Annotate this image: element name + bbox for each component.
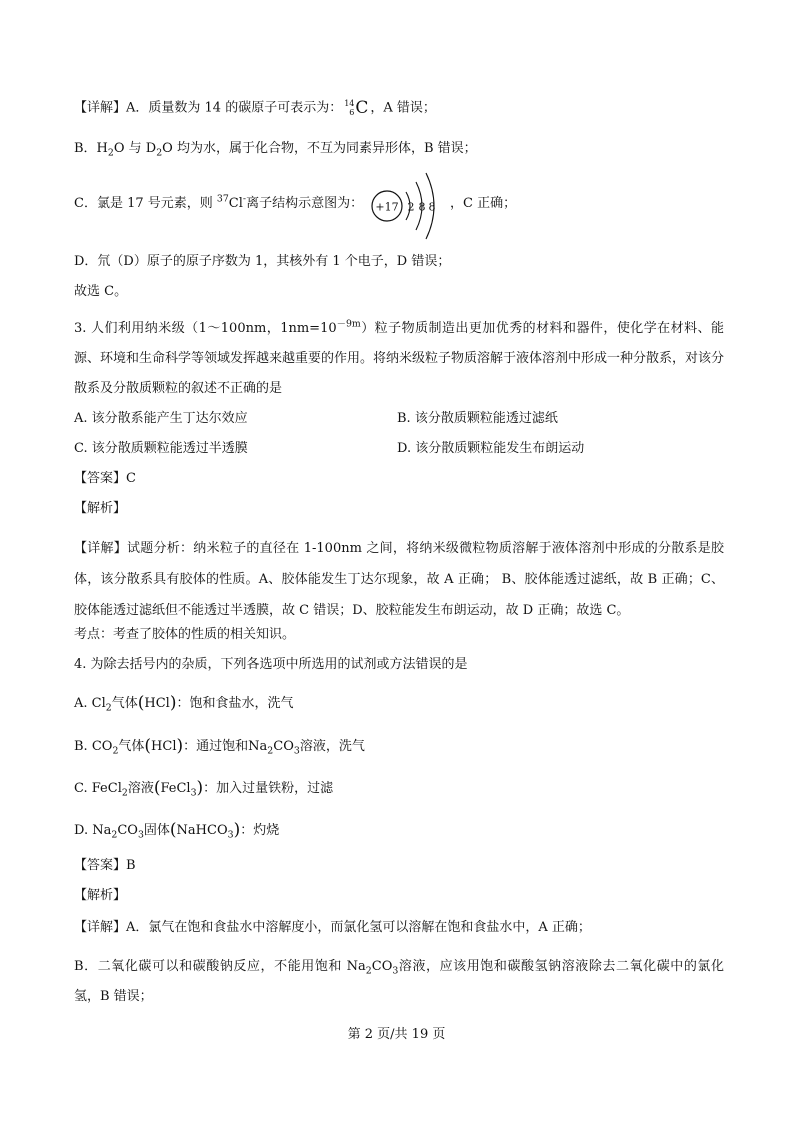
text: B.	[74, 739, 92, 754]
q3-answer: 【答案】C	[74, 471, 136, 486]
superscript: 37	[216, 193, 229, 205]
text: C．氯是 17 号元素，则	[74, 196, 217, 211]
subscript: 2	[107, 147, 114, 159]
paren: )	[169, 693, 177, 713]
paren: (	[153, 778, 161, 798]
text: B．H	[74, 141, 108, 156]
question-3-stem	[74, 314, 724, 404]
text: D.	[74, 823, 93, 838]
q4-option-c	[74, 778, 333, 798]
text: Na	[248, 739, 268, 754]
text: ：饱和食盐水，洗气	[176, 696, 294, 711]
text: ，C 正确；	[450, 196, 517, 211]
carbon-isotope	[344, 98, 368, 118]
text: HCl	[144, 696, 170, 711]
text: Cl	[228, 196, 243, 211]
paren: (	[169, 820, 177, 840]
superscript: －9m	[336, 318, 361, 330]
isotope-symbol: C	[355, 98, 369, 118]
q4-detail-b	[74, 952, 724, 1012]
q3-note: 考点：考查了胶体的性质的相关知识。	[74, 627, 296, 642]
text: A.	[74, 696, 92, 711]
paren: )	[233, 820, 241, 840]
q3-option-d: D. 该分散质颗粒能发生布朗运动	[397, 441, 585, 456]
paren: (	[137, 693, 145, 713]
isotope-number: 6	[349, 108, 355, 118]
text: O 均为水，属于化合物，不互为同素异形体，B 错误；	[162, 141, 477, 156]
question-4-stem: 4. 为除去括号内的杂质，下列各选项中所选用的试剂或方法错误的是	[74, 657, 468, 672]
text: ：加入过量铁粉，过滤	[203, 781, 334, 796]
q3-detail: 【详解】试题分析：纳米粒子的直径在 1-100nm 之间，将纳米级微粒物质溶解于液体溶剂中形成的分散系是胶体，该分散系具有胶体的性质。A、胶体能发生丁达尔现象，故 A 正确； B、胶体能透过滤纸，故 B 正确；C、胶体能透过滤纸但不能透过半透膜，故 C 错误；D、胶粒能发生布朗运动，故 D 正确；故选 C。	[74, 541, 724, 618]
text: FeCl	[91, 781, 122, 796]
subscript: 2	[365, 965, 372, 977]
text: B．二氧化碳可以和碳酸钠反应，不能用饱和 Na	[74, 959, 366, 974]
conclusion-line: 故选 C。	[74, 284, 128, 299]
text: 气体	[118, 739, 145, 754]
text: ）粒子物质制造出更加优秀的材料和器件，使化学在材料、能源、环境和生命科学等领域发挥越来越重要的作用。将纳米级粒子物质溶解于液体溶剂中形成一种分散系，对该分散系及分散质颗粒的叙述不正确的是	[74, 321, 725, 396]
text: CO	[91, 739, 113, 754]
q4-option-d	[74, 820, 279, 840]
q4-option-a	[74, 693, 293, 713]
text: 溶液	[127, 781, 154, 796]
subscript: 3	[227, 829, 234, 841]
page-footer: 第 2 页/共 19 页	[347, 1027, 446, 1042]
paren: )	[176, 736, 184, 756]
subscript: 2	[267, 745, 274, 757]
text: FeCl	[160, 781, 191, 796]
q4-analysis-label: 【解析】	[74, 888, 127, 903]
detail-c-line	[74, 193, 364, 212]
text: O 与 D	[113, 141, 157, 156]
subscript: 3	[293, 745, 300, 757]
paren: )	[196, 778, 204, 798]
shell-2-electrons: 8	[418, 200, 426, 214]
detail-a-text: 【详解】A．质量数为 14 的碳原子可表示为：	[74, 100, 343, 116]
detail-b-line	[74, 141, 477, 157]
detail-c-suffix	[450, 196, 516, 212]
text: Na	[92, 823, 112, 838]
subscript: 2	[111, 829, 118, 841]
text: NaHCO	[176, 823, 228, 838]
text: 离子结构示意图为：	[246, 196, 364, 211]
text: 溶液，应该用饱和碳酸氢钠溶液除去二氧化碳中的氯化氢，B 错误；	[74, 959, 724, 1004]
text: C.	[74, 781, 92, 796]
text: CO	[117, 823, 138, 838]
subscript: 2	[112, 745, 119, 757]
detail-a-suffix: ，A 错误；	[370, 100, 436, 116]
subscript: 2	[105, 702, 112, 714]
isotope-mass: 14	[344, 99, 355, 109]
q4-detail-a: 【详解】A．氯气在饱和食盐水中溶解度小，而氯化氢可以溶解在饱和食盐水中，A 正确；	[74, 920, 591, 935]
subscript: 3	[137, 829, 144, 841]
text: 溶液，洗气	[299, 739, 365, 754]
chloride-ion-structure-diagram	[366, 170, 450, 242]
superscript: -	[242, 193, 247, 205]
nucleus-charge: +17	[375, 200, 399, 214]
subscript: 2	[156, 147, 163, 159]
text: HCl	[151, 739, 177, 754]
paren: (	[144, 736, 152, 756]
text: CO	[371, 959, 393, 974]
text: CO	[273, 739, 294, 754]
shell-3-electrons: 8	[428, 200, 436, 214]
q3-option-c: C. 该分散质颗粒能透过半透膜	[74, 441, 248, 456]
q4-option-b	[74, 736, 365, 756]
text: 固体	[143, 823, 170, 838]
text: Cl	[91, 696, 106, 711]
text: ：通过饱和	[183, 739, 249, 754]
q3-option-a: A. 该分散系能产生丁达尔效应	[74, 411, 248, 426]
q4-answer: 【答案】B	[74, 858, 136, 873]
subscript: 2	[121, 787, 128, 799]
q3-option-b: B. 该分散质颗粒能透过滤纸	[397, 411, 558, 426]
shell-1-electrons: 2	[407, 200, 415, 214]
subscript: 3	[190, 787, 197, 799]
q3-analysis-label: 【解析】	[74, 501, 127, 516]
text: 3. 人们利用纳米级（1～100nm，1nm=10	[74, 321, 337, 336]
text: ：灼烧	[240, 823, 280, 838]
detail-a-line	[74, 98, 436, 118]
text: 气体	[111, 696, 138, 711]
detail-d-line: D．氘（D）原子的原子序数为 1，其核外有 1 个电子，D 错误；	[74, 254, 451, 269]
subscript: 3	[392, 965, 399, 977]
